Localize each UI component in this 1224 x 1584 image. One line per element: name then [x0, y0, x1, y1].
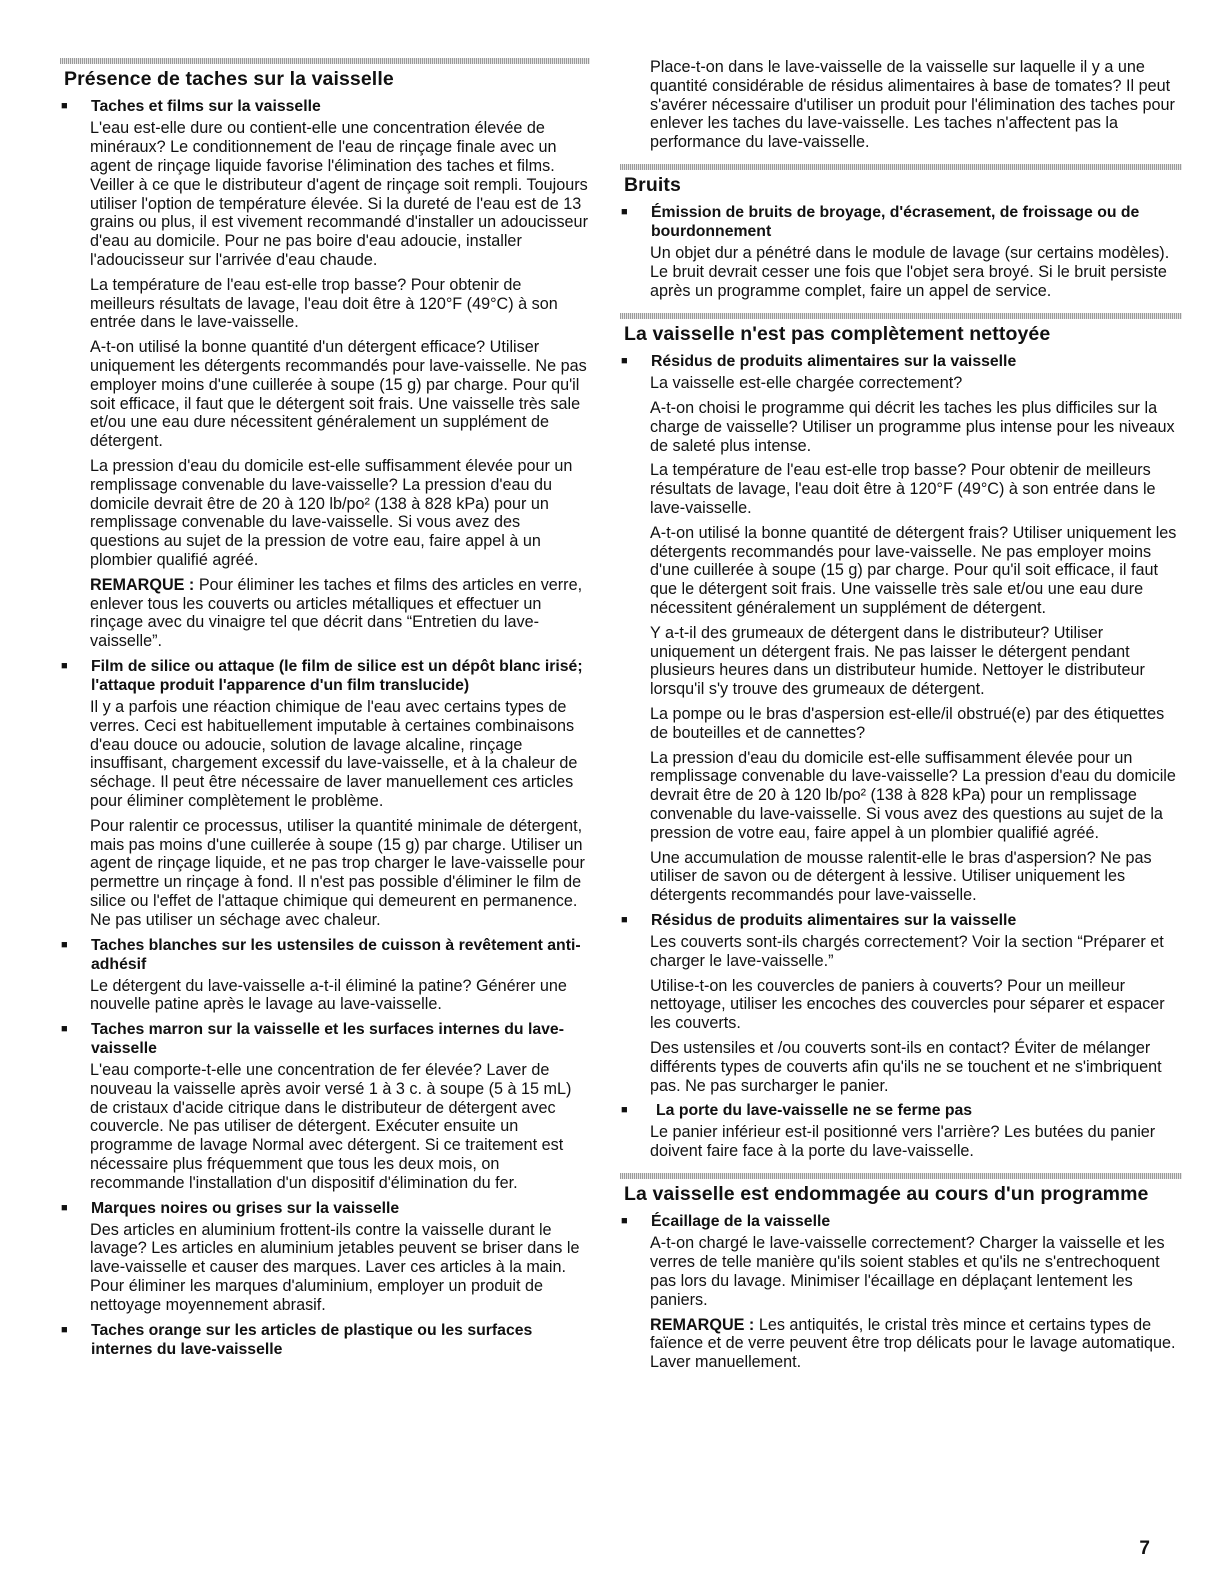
bullet-item [620, 1101, 1182, 1120]
square-bullet-icon: ■ [621, 913, 628, 926]
item-body [90, 119, 590, 651]
item-title: Résidus de produits alimentaires sur la vaisselle [651, 911, 1017, 929]
paragraph: Une accumulation de mousse ralentit-elle le bras d'aspersion? Ne pas utiliser de savon ou de détergent à lessive. Utiliser uniquement les détergents recommandés pour lave-vaisselle. [650, 848, 1152, 905]
note-text: Pour éliminer les taches et films des articles en verre, enlever tous les couverts ou articles métalliques et effectuer un rinçage avec du vinaigre tel que décrit dans “Entretien du lave-vaisselle”. [90, 575, 583, 651]
item-body [90, 698, 590, 930]
bullet-item [60, 936, 590, 974]
left-column [60, 58, 590, 1362]
paragraph: A-t-on choisi le programme qui décrit les taches les plus difficiles sur la charge de vaisselle? Utiliser un programme plus intense pour les niveaux de saleté plus intense. [650, 399, 1175, 455]
item-body [650, 1234, 1182, 1372]
paragraph: A-t-on utilisé la bonne quantité de détergent frais? Utiliser uniquement les détergents recommandés pour lave-vaisselle. Ne pas employer moins d'une cuillerée à soupe (15 g) par charge. Pour qu'il soit efficace, il faut que le détergent soit frais. Une vaisselle très sale et/ou une eau dure nécessitent généralement un supplément de détergent. [650, 523, 1177, 617]
paragraph: La température de l'eau est-elle trop basse? Pour obtenir de meilleurs résultats de lavage, l'eau doit être à 120°F (49°C) à son entrée dans le lave-vaisselle. [90, 275, 558, 332]
item-body [650, 933, 1182, 1095]
paragraph: Il y a parfois une réaction chimique de l'eau avec certains types de verres. Ceci est habituellement imputable à certaines combinaisons d'eau douce ou adoucie, solution de lavage alcaline, rinçage insuffisant, chargement excessif du lave-vaisselle, et à la chaleur de séchage. Il peut être nécessaire de laver manuellement ces articles pour éliminer complètement le problème. [90, 697, 578, 810]
item-title: Taches marron sur la vaisselle et les surfaces internes du lave-vaisselle [91, 1021, 564, 1058]
square-bullet-icon: ■ [61, 938, 68, 951]
bullet-item [60, 1020, 590, 1058]
paragraph: A-t-on utilisé la bonne quantité d'un détergent efficace? Utiliser uniquement les détergents recommandés pour lave-vaisselle. Ne pas employer moins d'une cuillerée à soupe (15 g) par charge. Pour qu'il soit efficace, il faut que le détergent soit frais. Une vaisselle très sale et/ou une eau dure nécessitent généralement un supplément de détergent. [90, 338, 587, 451]
item-title: Émission de bruits de broyage, d'écrasement, de froissage ou de bourdonnement [651, 204, 1140, 241]
bullet-item [60, 657, 590, 695]
item-title: Film de silice ou attaque (le film de silice est un dépôt blanc irisé; l'attaque produit l'apparence d'un film translucide) [91, 657, 583, 694]
paragraph: Des articles en aluminium frottent-ils contre la vaisselle durant le lavage? Les articles en aluminium jetables peuvent se briser dans le lave-vaisselle et causer des marques. Laver ces articles à la main. Pour éliminer les marques d'aluminium, employer un produit de nettoyage moyennement abrasif. [90, 1220, 580, 1314]
bullet-item [620, 911, 1182, 930]
square-bullet-icon: ■ [61, 1323, 68, 1336]
square-bullet-icon: ■ [61, 1201, 68, 1214]
section-divider [620, 1173, 1182, 1179]
note-text: Les antiquités, le cristal très mince et certains types de faïence et de verre peuvent être trop délicats pour le lavage automatique. Laver manuellement. [650, 1315, 1176, 1372]
bullet-item [60, 1199, 590, 1218]
section-title: La vaisselle est endommagée au cours d'un programme [624, 1182, 1149, 1205]
paragraph: Place-t-on dans le lave-vaisselle de la vaisselle sur laquelle il y a une quantité considérable de résidus alimentaires à base de tomates? Il peut s'avérer nécessaire d'utiliser un produit pour l'élimination des taches pour enlever les taches du lave-vaisselle. Les taches n'affectent pas la performance du lave-vaisselle. [650, 58, 1175, 152]
section-title: Présence de taches sur la vaisselle [64, 68, 394, 90]
square-bullet-icon: ■ [61, 1023, 68, 1036]
note-label: REMARQUE : [90, 575, 195, 594]
paragraph: A-t-on chargé le lave-vaisselle correctement? Charger la vaisselle et les verres de telle manière qu'ils soient stables et qu'ils ne s'entrechoquent pas lors du lavage. Minimiser l'écaillage en déplaçant lentement les paniers. [650, 1234, 1165, 1309]
paragraph: La vaisselle est-elle chargée correctement? [650, 374, 963, 393]
paragraph: Pour ralentir ce processus, utiliser la quantité minimale de détergent, mais pas moins d'une cuillerée à soupe (15 g) par charge. Utiliser un agent de rinçage liquide, et ne pas trop charger le lave-vaisselle pour permettre un rinçage à fond. Il n'est pas possible d'éliminer le film de silice ou l'effet de l'attaque chimique qui demeurent en permanence. Ne pas utiliser un séchage avec chaleur. [90, 816, 585, 929]
section-divider [60, 58, 590, 64]
paragraph: Utilise-t-on les couvercles de paniers à couverts? Pour un meilleur nettoyage, utiliser les encoches des couvercles pour séparer et espacer les couverts. [650, 976, 1165, 1033]
bullet-item [620, 352, 1182, 371]
item-title: Taches blanches sur les ustensiles de cuisson à revêtement anti-adhésif [91, 936, 581, 973]
item-body [90, 977, 590, 1015]
item-body [90, 1061, 590, 1193]
note-label: REMARQUE : [650, 1315, 755, 1334]
bullet-item [60, 1321, 590, 1359]
note-paragraph [650, 1316, 1182, 1372]
paragraph: Des ustensiles et /ou couverts sont-ils en contact? Éviter de mélanger différents types de couverts afin qu'ils ne se touchent et ne s'imbriquent pas. Ne pas surcharger le panier. [650, 1038, 1162, 1095]
square-bullet-icon: ■ [621, 1104, 628, 1117]
item-title: Écaillage de la vaisselle [651, 1213, 831, 1231]
paragraph: La pression d'eau du domicile est-elle suffisamment élevée pour un remplissage convenable du lave-vaisselle? La pression d'eau du domicile devrait être de 20 à 120 lb/po² (138 à 828 kPa) pour un remplissage convenable du lave-vaisselle. Si vous avez des questions au sujet de la pression de votre eau, faire appel à un plombier qualifié agréé. [650, 748, 1176, 842]
paragraph: Les couverts sont-ils chargés correctement? Voir la section “Préparer et charger le lave-vaisselle.” [650, 932, 1164, 970]
item-title: Taches et films sur la vaisselle [91, 98, 321, 116]
item-title: Résidus de produits alimentaires sur la vaisselle [651, 353, 1017, 371]
item-body [650, 1123, 1182, 1161]
item-title: La porte du lave-vaisselle ne se ferme pas [656, 1102, 973, 1120]
right-column [620, 58, 1182, 1378]
section-title: La vaisselle n'est pas complètement nettoyée [624, 322, 1051, 345]
item-title: Taches orange sur les articles de plastique ou les surfaces internes du lave-vaisselle [91, 1321, 533, 1358]
continued-body [650, 58, 1182, 152]
bullet-item [620, 1212, 1182, 1231]
square-bullet-icon: ■ [61, 100, 68, 113]
square-bullet-icon: ■ [621, 1215, 628, 1228]
paragraph: La pression d'eau du domicile est-elle suffisamment élevée pour un remplissage convenable du lave-vaisselle? La pression d'eau du domicile devrait être de 20 à 120 lb/po² (138 à 828 kPa) pour un remplissage convenable du lave-vaisselle. Si vous avez des questions au sujet de la pression de votre eau, faire appel à un plombier qualifié agréé. [90, 456, 573, 569]
bullet-item [620, 203, 1182, 241]
square-bullet-icon: ■ [61, 659, 68, 672]
paragraph: La pompe ou le bras d'aspersion est-elle/il obstrué(e) par des étiquettes de bouteilles et de cannettes? [650, 704, 1165, 742]
item-body [650, 374, 1182, 905]
square-bullet-icon: ■ [621, 206, 628, 219]
paragraph: Le panier inférieur est-il positionné vers l'arrière? Les butées du panier doivent faire face à la porte du lave-vaisselle. [650, 1123, 1156, 1161]
paragraph: Un objet dur a pénétré dans le module de lavage (sur certains modèles). Le bruit devrait cesser une fois que l'objet sera broyé. Si le bruit persiste après un programme complet, faire un appel de service. [650, 244, 1170, 300]
paragraph: L'eau est-elle dure ou contient-elle une concentration élevée de minéraux? Le conditionnement de l'eau de rinçage finale avec un agent de rinçage liquide favorise l'élimination des taches et films. Veiller à ce que le distributeur d'agent de rinçage soit rempli. Toujours utiliser l'option de température élevée. Si la dureté de l'eau est de 13 grains ou plus, il est vivement recommandé d'installer un adoucisseur d'eau au domicile. Pour ne pas boire d'eau adoucie, installer l'adoucisseur sur l'arrivée d'eau chaude. [90, 119, 588, 269]
item-body [90, 1221, 590, 1315]
bullet-item [60, 97, 590, 116]
item-body [650, 244, 1182, 300]
paragraph: Le détergent du lave-vaisselle a-t-il éliminé la patine? Générer une nouvelle patine après le lavage au lave-vaisselle. [90, 976, 567, 1014]
paragraph: Y a-t-il des grumeaux de détergent dans le distributeur? Utiliser uniquement un détergent frais. Ne pas laisser le détergent pendant plusieurs heures dans un distributeur humide. Nettoyer le distributeur lorsqu'il s'y trouve des grumeaux de détergent. [650, 623, 1145, 699]
square-bullet-icon: ■ [621, 355, 628, 368]
note-paragraph [90, 576, 590, 651]
section-divider [620, 313, 1182, 319]
item-title: Marques noires ou grises sur la vaisselle [91, 1199, 400, 1217]
paragraph: La température de l'eau est-elle trop basse? Pour obtenir de meilleurs résultats de lavage, l'eau doit être à 120°F (49°C) à son entrée dans le lave-vaisselle. [650, 461, 1156, 517]
paragraph: L'eau comporte-t-elle une concentration de fer élevée? Laver de nouveau la vaisselle après avoir versé 1 à 3 c. à soupe (5 à 15 mL) de cristaux d'acide citrique dans le distributeur de détergent avec couvercle. Ne pas utiliser de détergent. Exécuter ensuite un programme de lavage Normal avec détergent. Si ce traitement est nécessaire plus fréquemment que tous les deux mois, on recommande l'installation d'un dispositif d'élimination du fer. [90, 1061, 572, 1192]
section-title: Bruits [624, 173, 681, 196]
section-divider [620, 164, 1182, 170]
page-number: 7 [1139, 1538, 1150, 1559]
